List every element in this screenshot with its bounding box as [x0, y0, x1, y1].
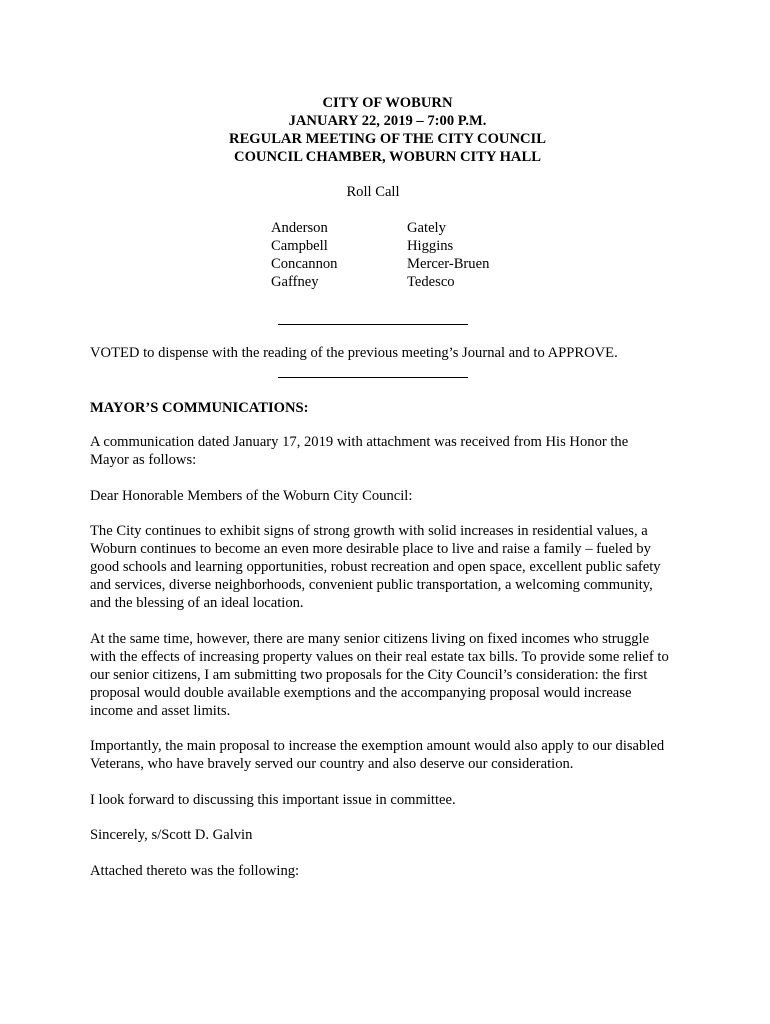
- divider-rule: [278, 377, 468, 378]
- salutation: Dear Honorable Members of the Woburn City Council:: [90, 488, 413, 504]
- mayor-communications-heading: MAYOR’S COMMUNICATIONS:: [90, 400, 309, 416]
- header-location: COUNCIL CHAMBER, WOBURN CITY HALL: [234, 149, 541, 165]
- roll-call-name: Gaffney: [271, 274, 319, 290]
- letter-paragraph-3: Importantly, the main proposal to increase the exemption amount would also apply to our disabled Veterans, who have bravely served our country and also deserve our consideration.: [90, 738, 665, 772]
- roll-call-name: Higgins: [407, 238, 454, 254]
- letter-paragraph-4: I look forward to discussing this important issue in committee.: [90, 792, 456, 808]
- roll-call-name: Anderson: [271, 220, 328, 236]
- roll-call-name: Concannon: [271, 256, 338, 272]
- letter-signoff: Sincerely, s/Scott D. Galvin: [90, 827, 253, 843]
- roll-call-title: Roll Call: [346, 184, 400, 200]
- attachment-note: Attached thereto was the following:: [90, 863, 300, 879]
- header-meeting: REGULAR MEETING OF THE CITY COUNCIL: [229, 131, 546, 147]
- roll-call-right-column: [407, 219, 489, 291]
- roll-call-name: Mercer-Bruen: [407, 256, 490, 272]
- header-city: CITY OF WOBURN: [322, 95, 453, 111]
- roll-call-name: Tedesco: [407, 274, 455, 290]
- roll-call-name: Gately: [407, 220, 446, 236]
- letter-paragraph-2: At the same time, however, there are many senior citizens living on fixed incomes who struggle with the effects of increasing property values on their real estate tax bills. To provide some relief to our senior citizens, I am submitting two proposals for the City Council’s consideration: the first proposal would double available exemptions and the accompanying proposal would increase income and asset limits.: [90, 631, 669, 719]
- meeting-header: [0, 94, 770, 166]
- roll-call-left-column: [271, 219, 337, 291]
- communication-intro: A communication dated January 17, 2019 with attachment was received from His Honor the Mayor as follows:: [90, 434, 629, 468]
- voted-statement: VOTED to dispense with the reading of the previous meeting’s Journal and to APPROVE.: [90, 345, 618, 361]
- roll-call-name: Campbell: [271, 238, 328, 254]
- header-date: JANUARY 22, 2019 – 7:00 P.M.: [288, 113, 487, 129]
- letter-paragraph-1: The City continues to exhibit signs of strong growth with solid increases in residential values, a Woburn continues to become an even more desirable place to live and raise a family – fueled by good schools and learning opportunities, robust recreation and open space, excellent public safety and services, diverse neighborhoods, convenient public transportation, a welcoming community, and the blessing of an ideal location.: [90, 523, 661, 611]
- divider-rule: [278, 324, 468, 325]
